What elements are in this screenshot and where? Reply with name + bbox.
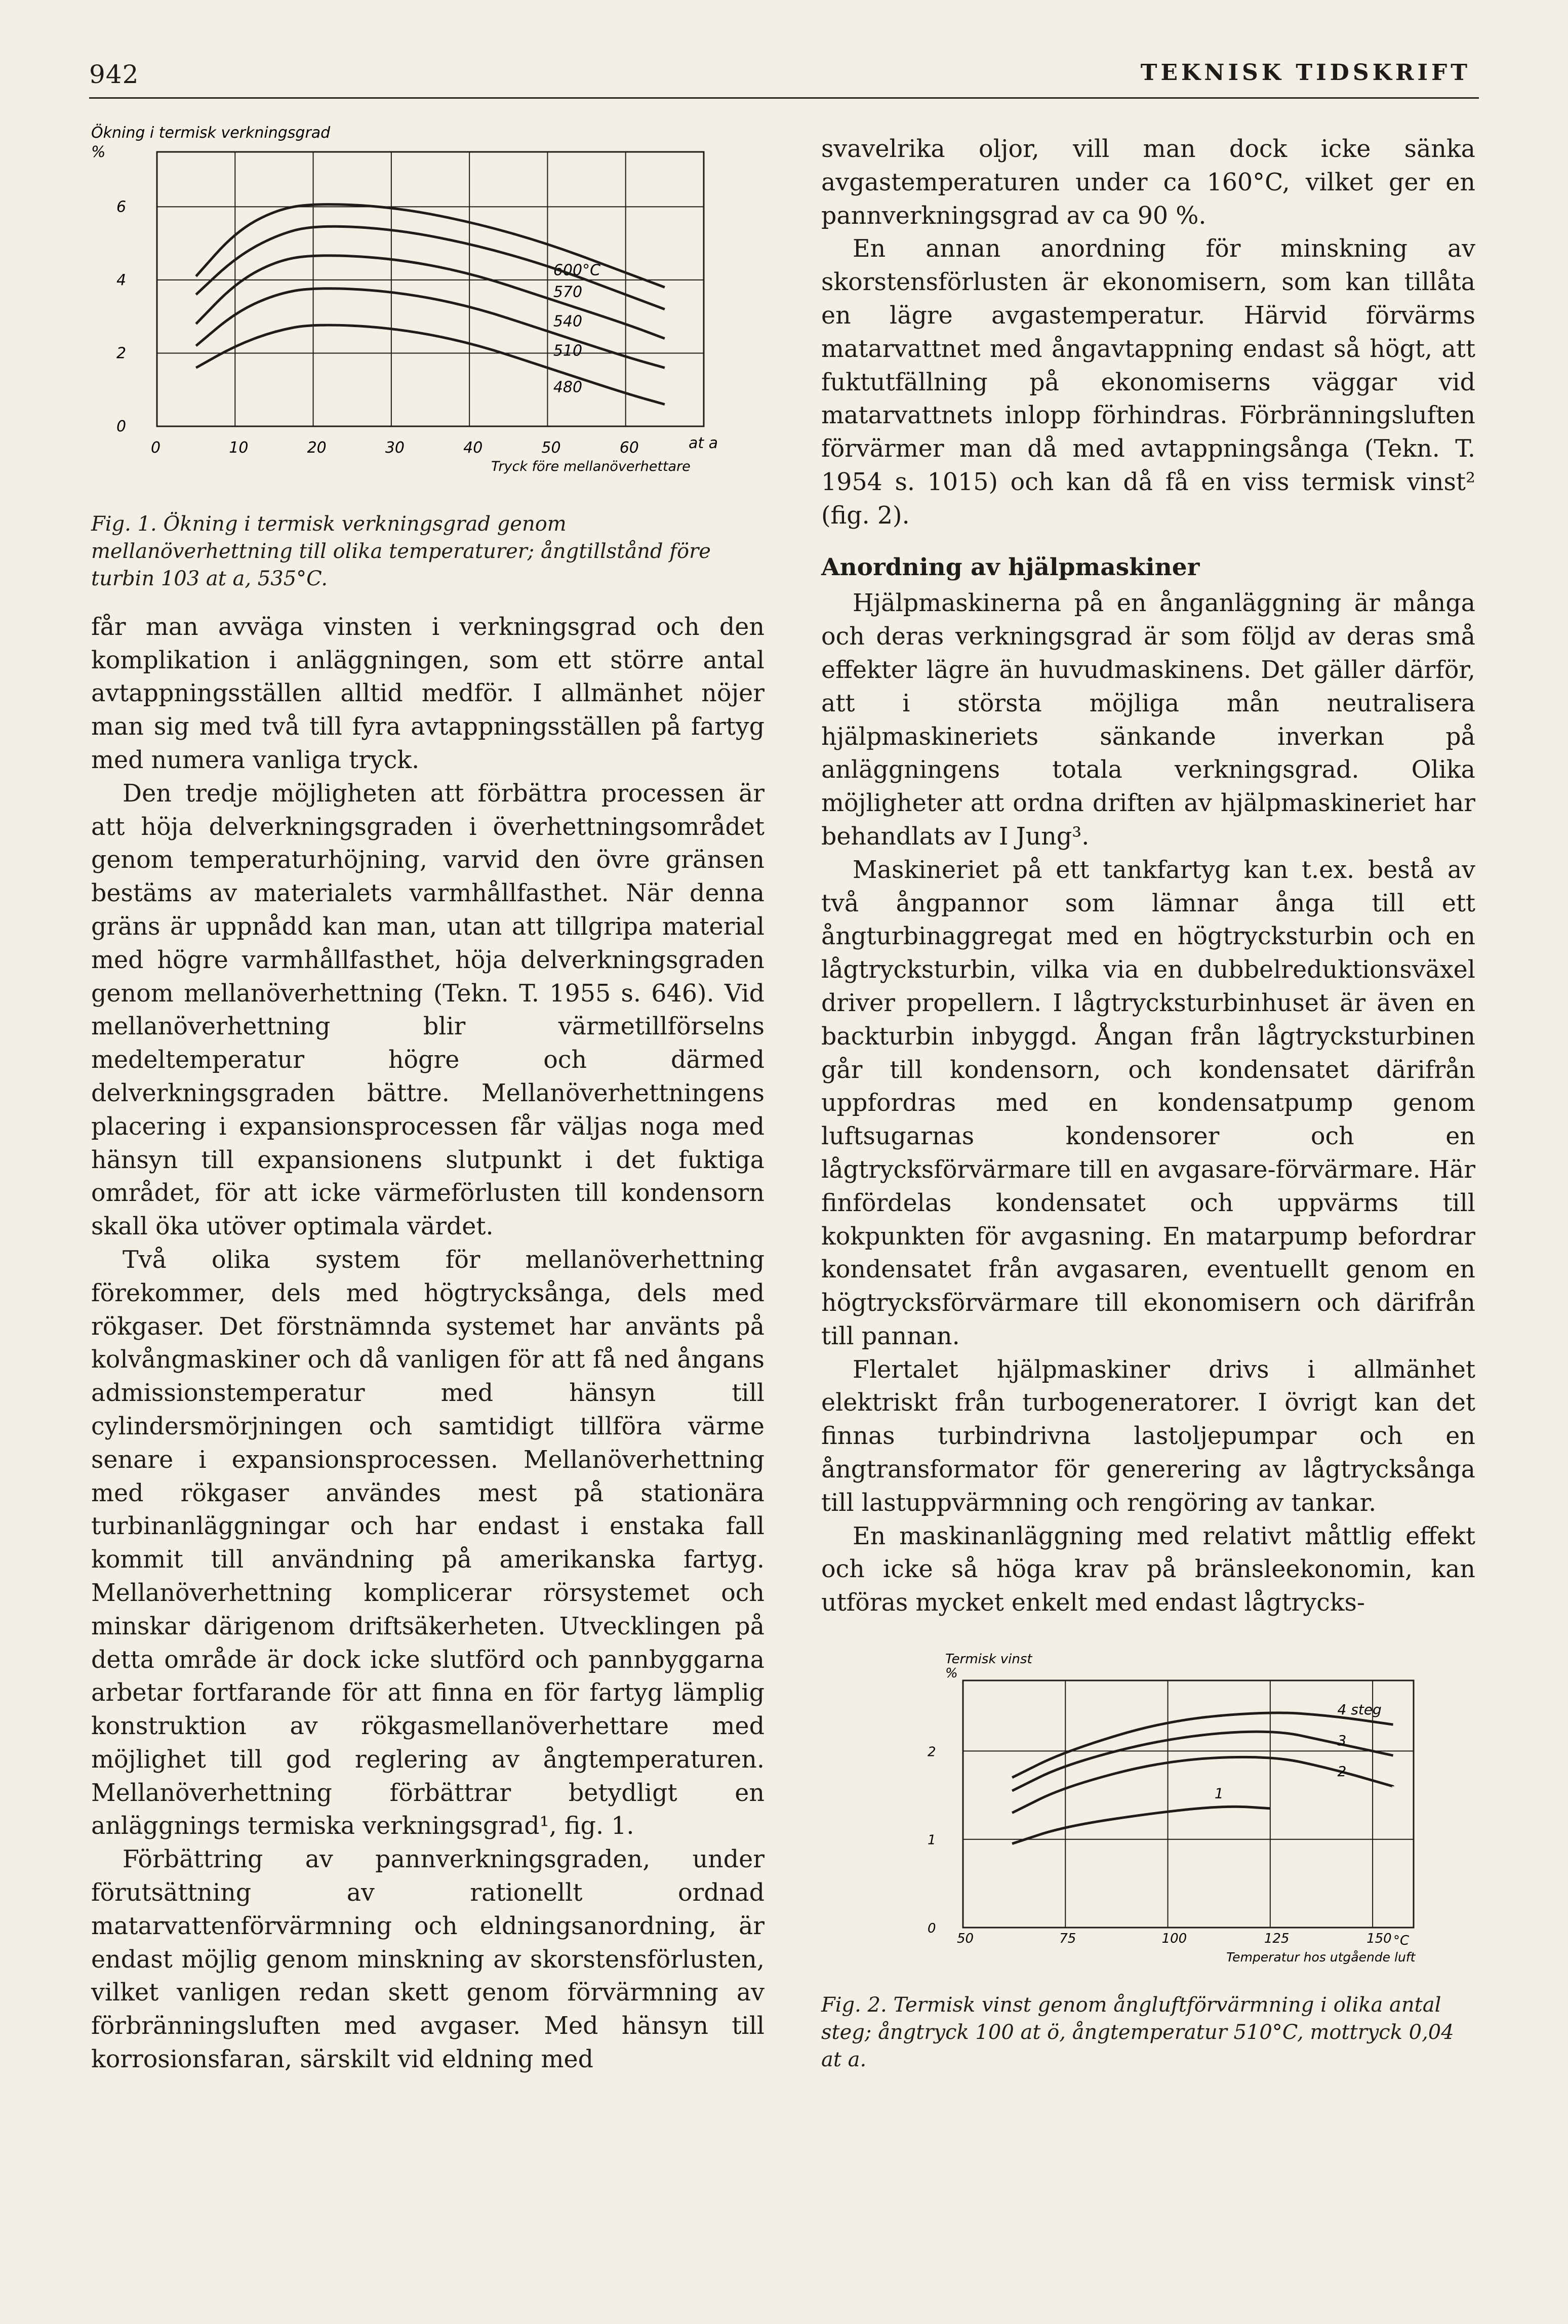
y-tick-label: 4 [116,271,127,289]
left-paragraph: Förbättring av pannverkningsgraden, under förutsättning av rationellt ordnad matarvattenförvärmning och eldningsanordning, är endast möjlig genom minskning av skorstensförlusten, vilket vanligen redan skett genom förvärmning av förbränningsluften med avgaser. Med hänsyn till korrosionsfaran, särskilt vid eldning med [91,1846,765,2074]
fig2-curves [1012,1701,1393,1844]
fig1-grid [157,152,704,426]
fig2-yunit: % [945,1666,958,1681]
left-paragraph: Den tredje möjligheten att förbättra processen är att höja delverkningsgraden i överhettningsområdet genom temperaturhöjning, varvid den övre gränsen bestäms av materialets varmhållfasthet. När denna gräns är uppnådd kan man, utan att tillgripa material med högre varmhållfasthet, höja delverkningsgraden genom mellanöverhettning (Tekn. T. 1955 s. 646). Vid mellanöverhettning blir värmetillförselns medeltemperatur högre och därmed delverkningsgraden bättre. Mellanöverhettningens placering i expansionsprocessen får väljas noga med hänsyn till expansionens slutpunkt i det fuktiga området, för att icke värmeförlusten till kondensorn skall öka utöver optimala värdet. [91,779,765,1241]
x-tick-label: 40 [463,439,483,457]
fig2-yticks [928,1744,936,1936]
left-paragraph: Två olika system för mellanöverhettning förekommer, dels med högtrycksånga, dels med rökgaser. Det förstnämnda systemet har använts på kolvångmaskiner och då vanligen för att få ned ångans admissionstemperatur med hänsyn till cylindersmörjningen och samtidigt tillföra värme senare i expansionsprocessen. Mellanöverhettning med rökgaser användes mest på stationära turbinanläggningar och har endast i enstaka fall kommit till användning på amerikanska fartyg. Mellanöverhettning komplicerar rörsystemet och minskar därigenom driftsäkerheten. Utvecklingen på detta område är dock icke slutförd och pannbyggarna arbetar fortfarande för att finna en för fartyg lämplig konstruktion av rökgasmellanöverhettare med möjlighet till god reglering av ångtemperaturen. Mellanöverhettning förbättrar betydligt en anläggnings termiska verkningsgrad¹, fig. 1. [91,1246,765,1840]
curve-2 [1012,1732,1393,1791]
figure-2-chart [821,1652,1475,1969]
figure-2 [821,1652,1475,1978]
fig2-ylabel: Termisk vinst [945,1652,1032,1667]
x-tick-label: 20 [307,439,327,457]
right-paragraph: Maskineriet på ett tankfartyg kan t.ex. bestå av två ångpannor som lämnar ånga till ett ångturbinaggregat med en högtrycksturbin och en lågtrycksturbin, vilka via en dubbelreduktionsväxel driver propellern. I lågtrycksturbinhuset är även en backturbin inbyggd. Ångan från lågtrycksturbinen går till kondensorn, och kondensatet därifrån uppfordras med en kondensatpump genom luftsugarnas kondensorer och en lågtrycksförvärmare till en avgasare-förvärmare. Här finfördelas kondensatet och uppvärms till kokpunkten för avgasning. En matarpump befordrar kondensatet från avgasaren, eventuellt genom en högtrycksförvärmare till ekonomisern och därifrån till pannan. [821,856,1475,1350]
right-paragraph: Hjälpmaskinerna på en ånganläggning är många och deras verkningsgrad är som följd av deras små effekter lägre än huvudmaskinens. Det gäller därför, att i största möjliga mån neutralisera hjälpmaskineriets sänkande inverkan på anläggningens totala verkningsgrad. Olika möjligheter att ordna driften av hjälpmaskineriet har behandlats av I Jung³. [821,589,1475,851]
right-paragraph: svavelrika oljor, vill man dock icke sänka avgastemperaturen under ca 160°C, vilket ger en pannverkningsgrad av ca 90 %. [821,135,1475,230]
y-tick-label: 2 [928,1744,936,1760]
right-paragraph: En maskinanläggning med relativt måttlig effekt och icke så höga krav på bränsleekonomin, kan utföras mycket enkelt med endast lågtrycks- [821,1522,1475,1617]
x-tick-label: 75 [1059,1931,1076,1947]
fig1-xlabel: Tryck före mellanöverhettare [491,459,691,474]
journal-title: TEKNISK TIDSKRIFT [1140,60,1471,86]
right-paragraph: En annan anordning för minskning av skorstensförlusten är ekonomisern, som kan tillåta en lägre avgastemperatur. Härvid förvärms matarvattnet med ångavtappning endast så högt, att fuktutfällning på ekonomiserns väggar vid matarvattnets inlopp förhindras. Förbränningsluften förvärmer man då med avtappningsånga (Tekn. T. 1954 s. 1015) och kan då få en viss termisk vinst² (fig. 2). [821,235,1475,530]
x-tick-label: 10 [229,439,249,457]
x-tick-label: 30 [385,439,405,457]
x-tick-label: 150 [1366,1931,1392,1947]
figure-1-chart [91,124,765,501]
fig1-caption-label: Fig. 1. [91,512,157,536]
curve-label: 480 [553,378,583,396]
y-tick-label: 0 [928,1921,936,1937]
fig1-curves [196,205,665,405]
section-heading: Anordning av hjälpmaskiner [821,553,1200,581]
right-paragraph: Flertalet hjälpmaskiner drivs i allmänhet elektriskt från turbogeneratorer. I övrigt kan det finnas turbindrivna lastoljepumpar och en ångtransformator för generering av lågtrycksånga till lastuppvärmning och rengöring av tankar. [821,1355,1475,1517]
curve-label: 2 [1337,1763,1347,1780]
curve-5 [196,325,665,405]
y-tick-label: 6 [116,198,127,216]
curve-label: 510 [553,342,583,360]
curve-label: 4 steg [1337,1701,1382,1718]
x-tick-label: 60 [619,439,639,457]
y-tick-label: 1 [928,1832,936,1848]
curve-4 [1012,1807,1270,1844]
fig1-yticks [116,198,126,435]
y-tick-label: 2 [116,344,127,363]
fig2-caption-label: Fig. 2. [821,1993,887,2017]
curve-label: 1 [1214,1785,1224,1802]
fig2-xunit: °C [1393,1933,1410,1949]
curve-label: 540 [553,312,583,331]
header-rule [89,97,1479,99]
curve-1 [1012,1713,1393,1778]
page-number: 942 [89,60,139,89]
figure-1-caption [91,510,765,592]
fig1-yunit: % [91,143,106,161]
x-tick-label: 50 [957,1931,974,1947]
fig1-xticks [151,439,639,457]
x-tick-label: 0 [151,439,161,457]
left-paragraph: får man avväga vinsten i verkningsgrad och den komplikation i anläggningen, som ett större antal avtappningsställen alltid medför. I allmänhet nöjer man sig med två till fyra avtappningsställen på fartyg med numera vanliga tryck. [91,613,765,774]
left-column [91,124,765,2076]
fig2-xticks [957,1931,1392,1946]
fig1-caption-text: Ökning i termisk verkningsgrad genom mellanöverhettning till olika temperaturer; ångtillstånd före turbin 103 at a, 535°C. [91,512,711,590]
curve-label: 570 [553,283,583,301]
right-column [821,133,1475,2073]
fig1-xunit: at a [689,434,718,452]
figure-1 [91,124,765,510]
x-tick-label: 50 [541,439,561,457]
curve-4 [196,289,665,368]
fig1-ylabel: Ökning i termisk verkningsgrad [91,124,331,142]
x-tick-label: 125 [1264,1931,1290,1947]
curve-label: 3 [1337,1732,1347,1749]
y-tick-label: 0 [116,418,127,435]
figure-2-caption [821,1991,1475,2073]
fig1-plot-frame [157,152,704,426]
curve-label: 600°C [553,261,601,279]
fig2-xlabel: Temperatur hos utgående luft [1226,1950,1416,1965]
fig2-caption-text: Termisk vinst genom ångluftförvärmning i olika antal steg; ångtryck 100 at ö, ångtemperatur 510°C, mottryck 0,04 at a. [821,1993,1454,2071]
x-tick-label: 100 [1161,1931,1187,1947]
